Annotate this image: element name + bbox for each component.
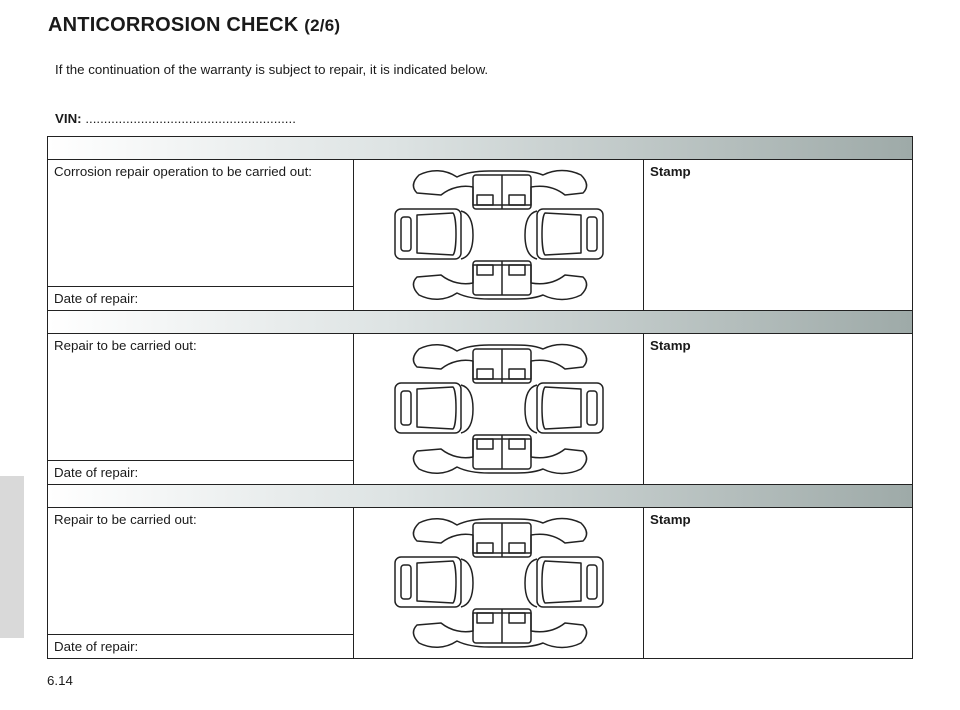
stamp-field[interactable]: Stamp: [650, 164, 691, 179]
repair-operation-field[interactable]: Repair to be carried out:: [48, 334, 353, 461]
chapter-tab: [0, 476, 24, 638]
vin-line: [55, 111, 296, 126]
section-band: [48, 311, 912, 334]
stamp-field[interactable]: Stamp: [650, 512, 691, 527]
section-band: [48, 137, 912, 160]
repair-info-column: [48, 334, 354, 484]
car-diagram-cell: [354, 508, 644, 658]
repair-info-column: [48, 508, 354, 658]
date-of-repair-field[interactable]: Date of repair:: [54, 465, 139, 480]
repair-info-column: [48, 160, 354, 310]
repair-operation-field[interactable]: Repair to be carried out:: [48, 508, 353, 635]
title-main: ANTICORROSION CHECK: [48, 14, 299, 36]
page-number: 6.14: [47, 673, 73, 688]
repair-section: [48, 508, 912, 658]
repair-form-table: [47, 136, 913, 659]
vin-dots: .........................................................: [85, 111, 296, 126]
repair-section: [48, 334, 912, 485]
car-diagram-icon: [393, 339, 605, 479]
car-diagram-cell: [354, 160, 644, 310]
car-diagram-icon: [393, 165, 605, 305]
date-of-repair-field[interactable]: Date of repair:: [54, 291, 139, 306]
car-diagram-icon: [393, 513, 605, 653]
repair-section: [48, 160, 912, 311]
repair-operation-field[interactable]: Corrosion repair operation to be carried out:: [48, 160, 353, 287]
title-subtitle: (2/6): [304, 16, 341, 35]
car-diagram-cell: [354, 334, 644, 484]
stamp-field[interactable]: Stamp: [650, 338, 691, 353]
date-of-repair-field[interactable]: Date of repair:: [54, 639, 139, 654]
page-title: [48, 14, 340, 37]
intro-text: If the continuation of the warranty is subject to repair, it is indicated below.: [55, 62, 489, 77]
vin-label: VIN:: [55, 111, 82, 126]
section-band: [48, 485, 912, 508]
